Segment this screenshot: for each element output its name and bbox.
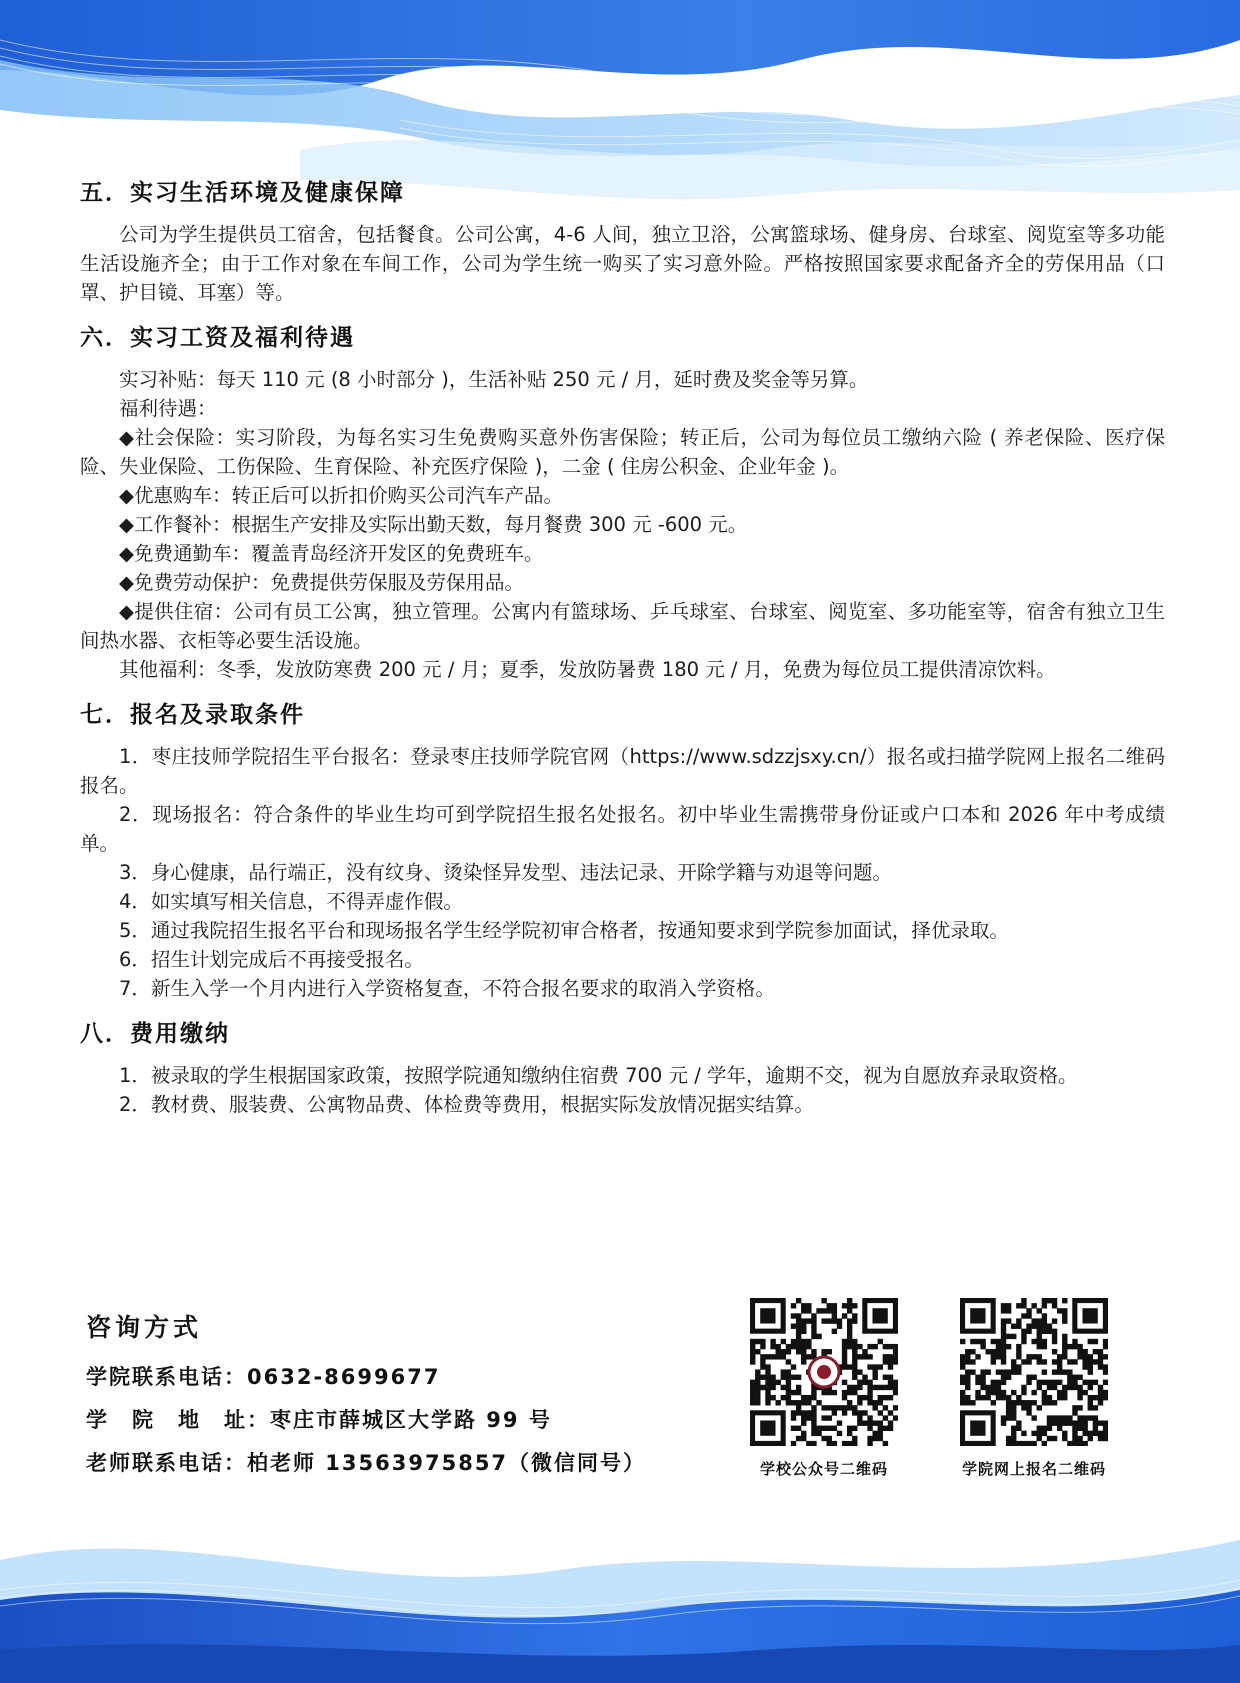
paragraph: ◆工作餐补：根据生产安排及实际出勤天数，每月餐费 300 元 -600 元。 [119, 513, 748, 536]
paragraph: ◆提供住宿：公司有员工公寓，独立管理。公寓内有篮球场、乒乓球室、台球室、阅览室、多功能室等，宿舍有独立卫生间热水器、衣柜等必要生活设施。 [80, 600, 1165, 652]
contact-phone: 学院联系电话：0632-8699677 [86, 1365, 441, 1389]
paragraph: 福利待遇： [119, 397, 217, 420]
paragraph: 实习补贴：每天 110 元 (8 小时部分 )，生活补贴 250 元 / 月，延时费及奖金等另算。 [119, 368, 869, 391]
paragraph: 2．现场报名：符合条件的毕业生均可到学院招生报名处报名。初中毕业生需携带身份证或户口本和 2026 年中考成绩单。 [80, 803, 1165, 855]
section-title: 八．费用缴纳 [80, 1021, 230, 1047]
section-living-environment [80, 176, 1165, 307]
qr-code-icon [960, 1298, 1108, 1446]
paragraph: 7．新生入学一个月内进行入学资格复查，不符合报名要求的取消入学资格。 [119, 977, 775, 1000]
paragraph: ◆免费通勤车：覆盖青岛经济开发区的免费班车。 [119, 542, 544, 565]
main-content [80, 176, 1165, 1133]
paragraph: ◆免费劳动保护：免费提供劳保服及劳保用品。 [119, 571, 524, 594]
section-salary-benefits [80, 321, 1165, 684]
contact-teacher: 老师联系电话：柏老师 13563975857（微信同号） [86, 1451, 647, 1475]
section-enrollment-conditions [80, 698, 1165, 1003]
paragraph: 6．招生计划完成后不再接受报名。 [119, 948, 424, 971]
paragraph: 1．枣庄技师学院招生平台报名：登录枣庄技师学院官网（https://www.sdzzjsxy.cn/）报名或扫描学院网上报名二维码报名。 [80, 745, 1165, 797]
contact-block [86, 1306, 646, 1485]
paragraph: ◆社会保险：实习阶段，为每名实习生免费购买意外伤害保险；转正后，公司为每位员工缴纳六险 ( 养老保险、医疗保险、失业保险、工伤保险、生育保险、补充医疗保险 )，二金 ( 住房公积金、企业年金 )。 [80, 426, 1165, 478]
paragraph: 其他福利：冬季，发放防寒费 200 元 / 月；夏季，发放防暑费 180 元 / 月，免费为每位员工提供清凉饮料。 [119, 658, 1056, 681]
section-fees [80, 1017, 1165, 1119]
qr-code-icon [750, 1298, 898, 1446]
paragraph: 3．身心健康，品行端正，没有纹身、烫染怪异发型、违法记录、开除学籍与劝退等问题。 [119, 861, 892, 884]
qr-online-registration[interactable] [934, 1298, 1134, 1479]
paragraph: ◆优惠购车：转正后可以折扣价购买公司汽车产品。 [119, 484, 563, 507]
paragraph: 公司为学生提供员工宿舍，包括餐食。公司公寓，4-6 人间，独立卫浴，公寓篮球场、健身房、台球室、阅览室等多功能生活设施齐全；由于工作对象在车间工作，公司为学生统一购买了实习意外险。严格按照国家要求配备齐全的劳保用品（口罩、护目镜、耳塞）等。 [80, 223, 1165, 304]
paragraph: 5．通过我院招生报名平台和现场报名学生经学院初审合格者，按通知要求到学院参加面试，择优录取。 [119, 919, 1009, 942]
qr-caption: 学院网上报名二维码 [961, 1460, 1106, 1478]
contact-address: 学 院 地 址：枣庄市薛城区大学路 99 号 [86, 1408, 552, 1432]
section-title: 六．实习工资及福利待遇 [80, 325, 355, 351]
qr-official-account[interactable] [724, 1298, 924, 1479]
section-title: 五．实习生活环境及健康保障 [80, 180, 405, 206]
paragraph: 4．如实填写相关信息，不得弄虚作假。 [119, 890, 463, 913]
paragraph: 1．被录取的学生根据国家政策，按照学院通知缴纳住宿费 700 元 / 学年，逾期不交，视为自愿放弃录取资格。 [119, 1064, 1078, 1087]
paragraph: 2．教材费、服装费、公寓物品费、体检费等费用，根据实际发放情况据实结算。 [119, 1093, 814, 1116]
contact-title: 咨询方式 [86, 1313, 203, 1342]
qr-caption: 学校公众号二维码 [759, 1460, 888, 1478]
section-title: 七．报名及录取条件 [80, 702, 305, 728]
